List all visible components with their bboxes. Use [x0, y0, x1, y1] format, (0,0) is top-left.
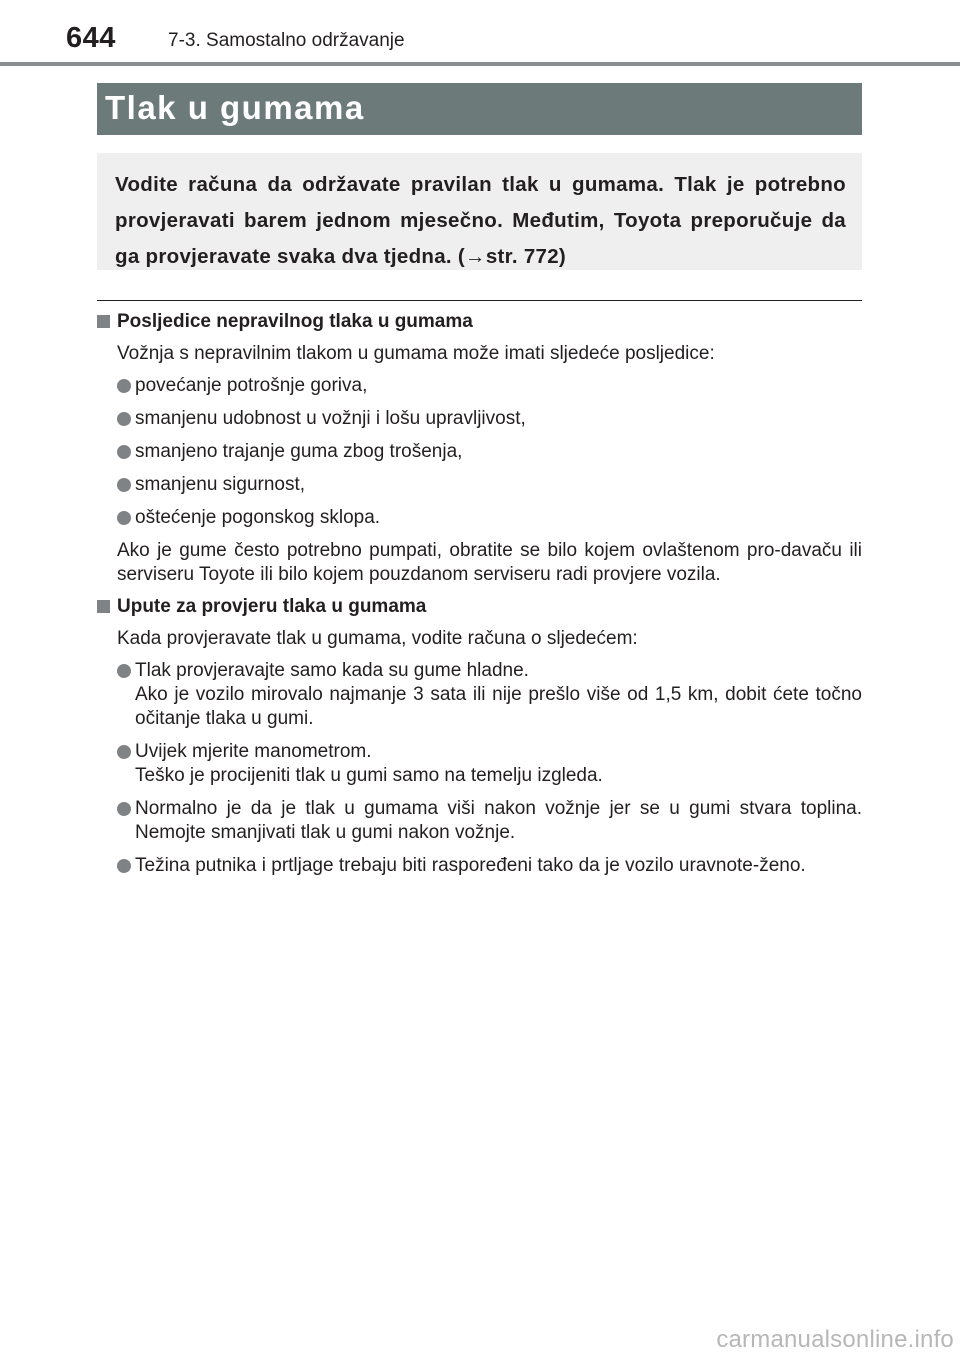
section-heading-2	[97, 595, 862, 619]
list-item	[97, 740, 862, 788]
circle-bullet-icon	[117, 478, 131, 492]
section-lead: Vožnja s nepravilnim tlakom u gumama može imati sljedeće posljedice:	[117, 343, 715, 364]
circle-bullet-icon	[117, 802, 131, 816]
list-item	[97, 854, 862, 878]
list-item-text: Težina putnika i prtljage trebaju biti raspoređeni tako da je vozilo uravnote-ženo.	[135, 855, 806, 876]
section-lead: Kada provjeravate tlak u gumama, vodite računa o sljedećem:	[117, 628, 638, 649]
list-item-text: smanjenu udobnost u vožnji i lošu upravljivost,	[135, 408, 526, 429]
section-closing: Ako je gume često potrebno pumpati, obratite se bilo kojem ovlaštenom pro-davaču ili serviseru Toyote ili bilo kojem pouzdanom serviseru radi provjere vozila.	[117, 540, 862, 585]
intro-box	[97, 153, 862, 270]
square-bullet-icon	[97, 600, 110, 613]
list-item-text: Tlak provjeravajte samo kada su gume hladne.	[135, 660, 529, 681]
list-item	[97, 506, 862, 530]
square-bullet-icon	[97, 315, 110, 328]
watermark: carmanualsonline.info	[716, 1326, 954, 1353]
circle-bullet-icon	[117, 664, 131, 678]
circle-bullet-icon	[117, 445, 131, 459]
section-heading-1	[97, 310, 862, 334]
list-item-text: Normalno je da je tlak u gumama viši nakon vožnje jer se u gumi stvara toplina. Nemojte smanjivati tlak u gumi nakon vožnje.	[135, 798, 862, 843]
section-divider	[97, 300, 862, 301]
list-item-detail: Ako je vozilo mirovalo najmanje 3 sata ili nije prešlo više od 1,5 km, dobit ćete točno očitanje tlaka u gumi.	[135, 684, 862, 729]
page-title: Tlak u gumama	[105, 89, 365, 126]
header-divider	[0, 62, 960, 66]
list-item	[97, 440, 862, 464]
list-item-detail: Teško je procijeniti tlak u gumi samo na temelju izgleda.	[135, 765, 603, 786]
circle-bullet-icon	[117, 379, 131, 393]
list-item-text: Uvijek mjerite manometrom.	[135, 741, 372, 762]
page-number: 644	[66, 22, 116, 54]
page-header	[0, 0, 960, 70]
list-item-text: povećanje potrošnje goriva,	[135, 375, 368, 396]
circle-bullet-icon	[117, 745, 131, 759]
title-bar	[97, 83, 862, 135]
section-heading-label: Posljedice nepravilnog tlaka u gumama	[117, 311, 473, 332]
content	[97, 310, 862, 887]
list-item-text: oštećenje pogonskog sklopa.	[135, 507, 381, 528]
list-item	[97, 797, 862, 845]
list-item	[97, 473, 862, 497]
intro-text: Vodite računa da održavate pravilan tlak u gumama. Tlak je potrebno provjeravati barem jednom mjesečno. Međutim, Toyota preporučuje da ga provjeravate svaka dva tjedna. (→str. 772)	[115, 173, 846, 268]
circle-bullet-icon	[117, 859, 131, 873]
list-item	[97, 374, 862, 398]
list-item	[97, 407, 862, 431]
section-title: 7-3. Samostalno održavanje	[168, 30, 405, 51]
list-item-text: smanjenu sigurnost,	[135, 474, 306, 495]
list-item-text: smanjeno trajanje guma zbog trošenja,	[135, 441, 463, 462]
section-heading-label: Upute za provjeru tlaka u gumama	[117, 596, 427, 617]
circle-bullet-icon	[117, 511, 131, 525]
list-item	[97, 659, 862, 731]
circle-bullet-icon	[117, 412, 131, 426]
